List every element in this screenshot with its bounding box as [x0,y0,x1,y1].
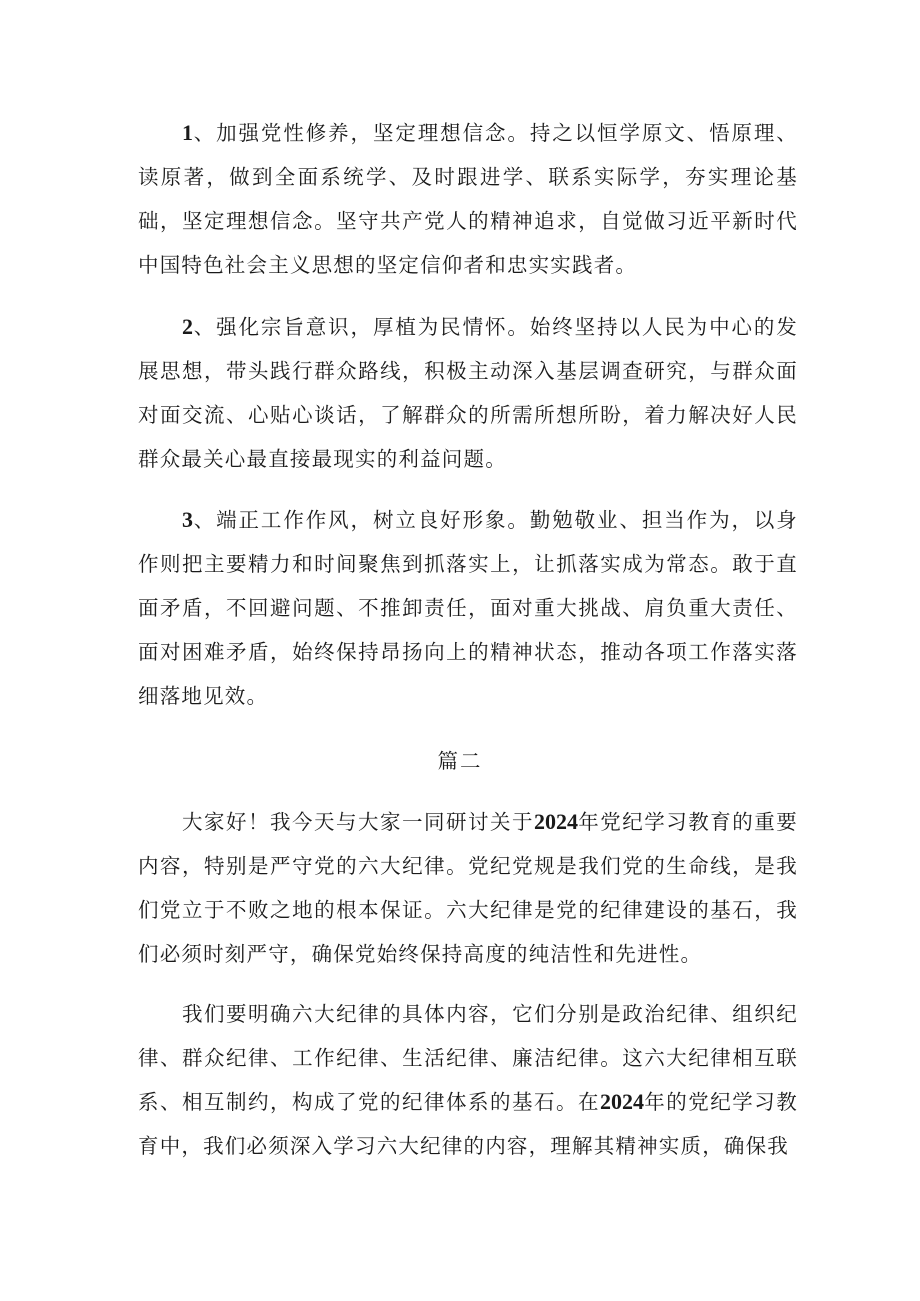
paragraph-text-rest: 年的党纪学习教育中，我们必须深入学习六大纪律的内容，理解其精神实质，确保我 [138,1090,798,1158]
item-text: 、端正工作作风，树立良好形象。勤勉敬业、担当作为，以身作则把主要精力和时间聚焦到抓落实上，让抓落实成为常态。敢于直面矛盾，不回避问题、不推卸责任，面对重大挑战、肩负重大责任、面对困难矛盾，始终保持昂扬向上的精神状态，推动各项工作落实落细落地见效。 [138,508,798,708]
year-number: 2024 [534,809,578,834]
paragraph-text-rest: 年党纪学习教育的重要内容，特别是严守党的六大纪律。党纪党规是我们党的生命线，是我们党立于不败之地的根本保证。六大纪律是党的纪律建设的基石，我们必须时刻严守，确保党始终保持高度的纯洁性和先进性。 [138,810,798,966]
paragraph-text-start: 大家好！我今天与大家一同研讨关于 [182,810,534,834]
numbered-paragraph-1 [138,111,798,287]
section-title: 篇二 [437,749,483,773]
item-text: 、强化宗旨意识，厚植为民情怀。始终坚持以人民为中心的发展思想，带头践行群众路线，积极主动深入基层调查研究，与群众面对面交流、心贴心谈话，了解群众的所需所想所盼，着力解决好人民群众最关心最直接最现实的利益问题。 [138,315,798,471]
paragraph-text-start: 我们要明确六大纪律的具体内容，它们分别是政治纪律、组织纪律、群众纪律、工作纪律、生活纪律、廉洁纪律。这六大纪律相互联系、相互制约，构成了党的纪律体系的基石。在 [138,1002,798,1114]
section-paragraph-2 [138,992,798,1168]
item-number: 3 [182,507,193,532]
section-paragraph-1 [138,800,798,976]
item-number: 2 [182,314,193,339]
item-text: 、加强党性修养，坚定理想信念。持之以恒学原文、悟原理、读原著，做到全面系统学、及时跟进学、联系实际学，夯实理论基础，坚定理想信念。坚守共产党人的精神追求，自觉做习近平新时代中国特色社会主义思想的坚定信仰者和忠实实践者。 [138,121,798,277]
numbered-paragraph-2 [138,305,798,481]
numbered-paragraph-3 [138,498,798,718]
item-number: 1 [182,120,193,145]
year-number: 2024 [600,1089,644,1114]
